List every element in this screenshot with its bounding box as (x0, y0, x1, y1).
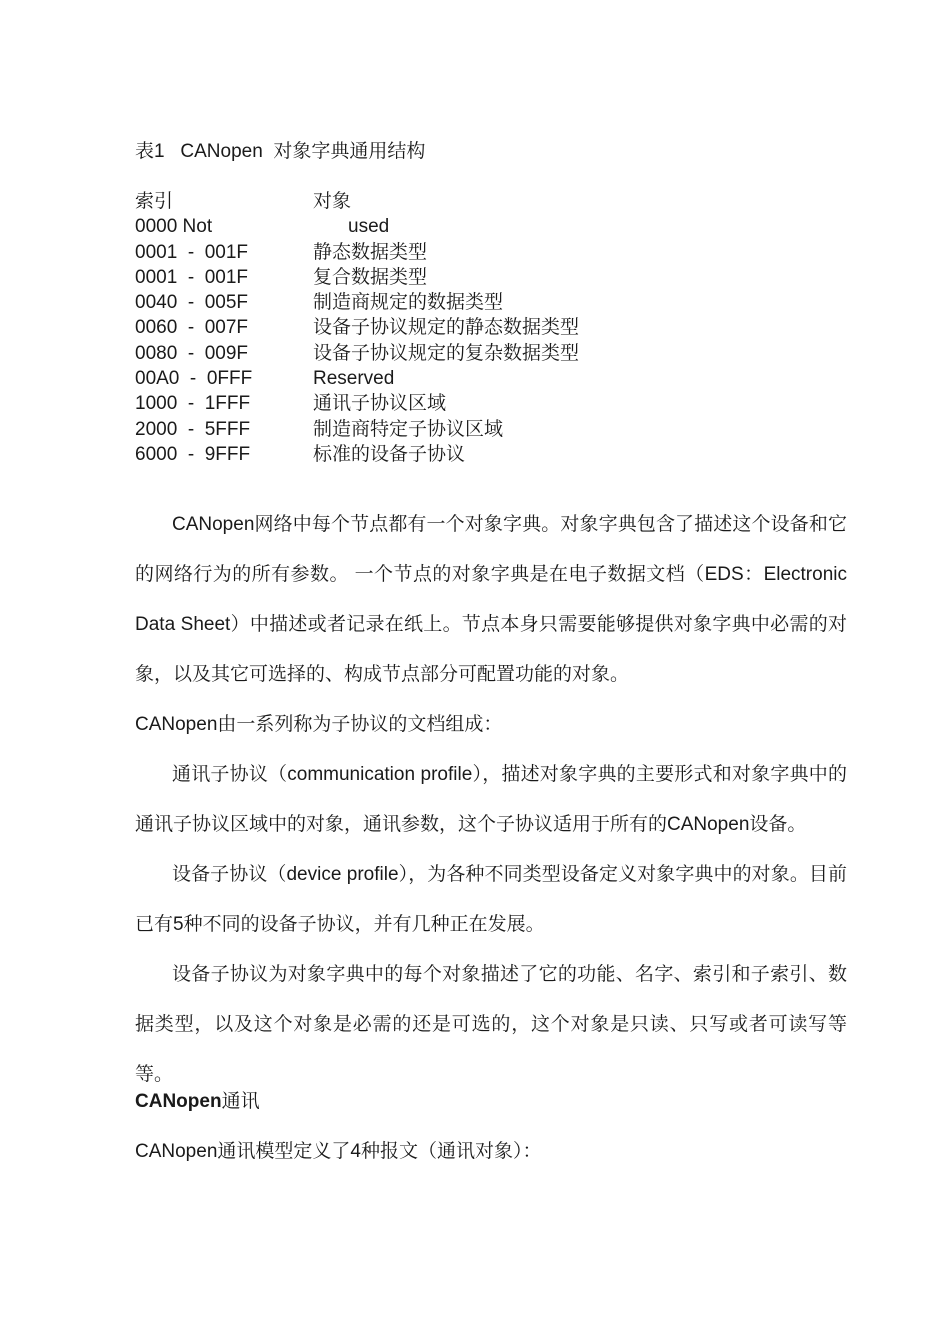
row-object: Reserved (313, 368, 395, 390)
header-object: 对象 (313, 191, 352, 212)
table-row (135, 241, 428, 266)
row-index: 6000 - 9FFF (135, 443, 251, 465)
row-index: 0040 - 005F (135, 292, 249, 314)
table-header-row (135, 190, 352, 215)
header-index: 索引 (135, 191, 174, 212)
row-object: 设备子协议规定的复杂数据类型 (313, 342, 580, 364)
row-index: 0001 - 001F (135, 266, 249, 288)
row-object: 通讯子协议区域 (313, 393, 447, 415)
table-row (135, 266, 428, 291)
row-object: 静态数据类型 (313, 241, 428, 263)
paragraph-device-profile-detail: 设备子协议为对象字典中的每个对象描述了它的功能、名字、索引和子索引、数据类型，以及这个对象是必需的还是可选的，这个对象是只读、只写或者可读写等等。 (135, 964, 847, 1085)
table-row (135, 443, 466, 468)
object-dictionary-table (135, 190, 580, 468)
row-index: 0080 - 009F (135, 342, 249, 364)
row-object: used (348, 216, 390, 238)
section-intro: CANopen通讯模型定义了4种报文（通讯对象）： (135, 1141, 542, 1162)
section-heading (135, 1090, 260, 1114)
table-row (135, 367, 395, 392)
row-object: 标准的设备子协议 (313, 443, 466, 465)
row-index: 0000 Not (135, 216, 213, 238)
table-row (135, 215, 390, 240)
paragraph-communication-profile: 通讯子协议（communication profile），描述对象字典的主要形式和对象字典中的通讯子协议区域中的对象，通讯参数，这个子协议适用于所有的CANopen设备。 (135, 764, 847, 835)
table-row (135, 316, 580, 341)
table-row (135, 291, 504, 316)
paragraph-device-profile: 设备子协议（device profile），为各种不同类型设备定义对象字典中的对象。目前已有5种不同的设备子协议，并有几种正在发展。 (135, 864, 847, 935)
section-heading-rest: 通讯 (221, 1091, 260, 1112)
row-index: 0001 - 001F (135, 241, 249, 263)
row-index: 0060 - 007F (135, 317, 249, 339)
section-heading-bold: CANopen (135, 1091, 222, 1112)
row-index: 00A0 - 0FFF (135, 368, 253, 390)
table-caption: 表1 CANopen 对象字典通用结构 (135, 141, 426, 162)
row-index: 2000 - 5FFF (135, 418, 251, 440)
row-object: 制造商特定子协议区域 (313, 418, 504, 440)
paragraph-profiles-intro: CANopen由一系列称为子协议的文档组成： (135, 714, 503, 735)
table-row (135, 418, 504, 443)
row-index: 1000 - 1FFF (135, 393, 251, 415)
paragraph-object-dictionary: CANopen网络中每个节点都有一个对象字典。对象字典包含了描述这个设备和它的网络行为的所有参数。 一个节点的对象字典是在电子数据文档（EDS：Electronic Data Sheet）中描述或者记录在纸上。节点本身只需要能够提供对象字典中必需的对象，以及其它可选择的、构成节点部分可配置功能的对象。 (135, 514, 847, 685)
row-object: 设备子协议规定的静态数据类型 (313, 317, 580, 339)
row-object: 制造商规定的数据类型 (313, 292, 504, 314)
table-row (135, 342, 580, 367)
row-object: 复合数据类型 (313, 266, 428, 288)
table-row (135, 392, 447, 417)
